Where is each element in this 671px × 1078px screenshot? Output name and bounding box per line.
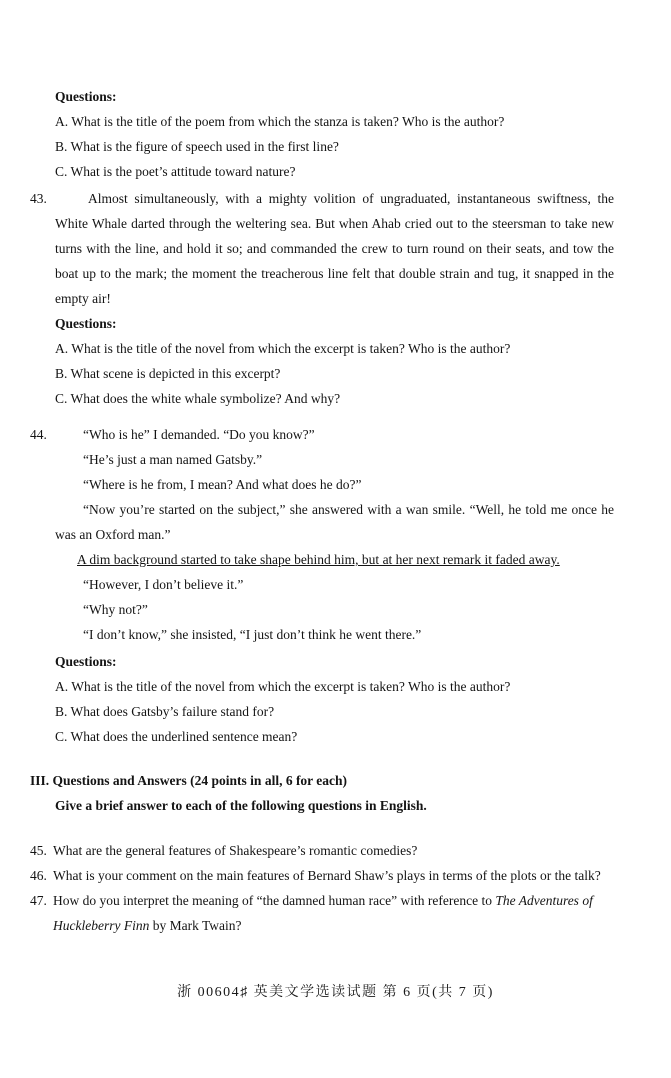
book-title-italic: The Adventures of Huckleberry Finn xyxy=(53,893,593,933)
question-text-prefix: How do you interpret the meaning of “the damned human race” with reference to xyxy=(53,893,496,908)
dialogue-line: “Why not?” xyxy=(83,602,148,617)
question-line-a: A. What is the title of the poem from which the stanza is taken? Who is the author? xyxy=(55,114,505,129)
short-question-45 xyxy=(30,838,614,863)
question-line-c: C. What does the white whale symbolize? And why? xyxy=(55,391,341,406)
question-line-c: C. What does the underlined sentence mean? xyxy=(55,729,298,744)
question-number: 46. xyxy=(30,868,47,883)
excerpt-item-43 xyxy=(30,186,614,411)
questions-block-44 xyxy=(30,649,614,749)
dialogue-line: “Who is he” I demanded. “Do you know?” xyxy=(83,427,315,442)
questions-heading: Questions: xyxy=(55,654,117,669)
question-line-b: B. What does Gatsby’s failure stand for? xyxy=(55,704,275,719)
page-content xyxy=(30,0,614,938)
short-question-46 xyxy=(30,863,614,888)
dialogue-line: “He’s just a man named Gatsby.” xyxy=(83,452,263,467)
dialogue-line: “However, I don’t believe it.” xyxy=(83,577,244,592)
questions-heading: Questions: xyxy=(55,89,117,104)
question-line-b: B. What scene is depicted in this excerpt? xyxy=(55,366,281,381)
item-number: 43. xyxy=(30,191,47,206)
question-line-c: C. What is the poet’s attitude toward nature? xyxy=(55,164,296,179)
dialogue-line: “Where is he from, I mean? And what does he do?” xyxy=(83,477,362,492)
questions-block-42 xyxy=(30,84,614,184)
page-footer: 浙 00604♯ 英美文学选读试题 第 6 页(共 7 页) xyxy=(177,985,494,1000)
short-question-47 xyxy=(30,888,614,938)
question-number: 45. xyxy=(30,843,47,858)
excerpt-text-43: Almost simultaneously, with a mighty volition of ungraduated, instantaneous swiftness, the White Whale darted through the weltering sea. But when Ahab cried out to the steersman to take new turns with the line, and hold it so; and commanded the crew to turn round on their seats, and tow the boat up to the mark; the moment the treacherous line felt that double strain and tug, it snapped in the empty air! xyxy=(55,191,614,306)
questions-heading: Questions: xyxy=(55,316,117,331)
question-number: 47. xyxy=(30,893,47,908)
question-text-suffix: by Mark Twain? xyxy=(149,918,242,933)
question-text: What are the general features of Shakespeare’s romantic comedies? xyxy=(53,843,418,858)
question-line-b: B. What is the figure of speech used in the first line? xyxy=(55,139,339,154)
excerpt-item-44 xyxy=(30,422,614,647)
question-line-a: A. What is the title of the novel from which the excerpt is taken? Who is the author? xyxy=(55,341,511,356)
question-text xyxy=(53,888,614,938)
section-subheading: Give a brief answer to each of the following questions in English. xyxy=(55,798,427,813)
dialogue-line: “I don’t know,” she insisted, “I just don’t think he went there.” xyxy=(83,627,422,642)
section-3-header xyxy=(30,768,614,818)
underlined-sentence: A dim background started to take shape behind him, but at her next remark it faded away. xyxy=(77,552,560,567)
dialogue-line: “Now you’re started on the subject,” she answered with a wan smile. “Well, he told me once he was an Oxford man.” xyxy=(55,502,614,542)
question-line-a: A. What is the title of the novel from which the excerpt is taken? Who is the author? xyxy=(55,679,511,694)
item-number: 44. xyxy=(30,427,47,442)
question-text: What is your comment on the main features of Bernard Shaw’s plays in terms of the plots or the talk? xyxy=(53,868,601,883)
section-heading: III. Questions and Answers (24 points in all, 6 for each) xyxy=(30,773,348,788)
